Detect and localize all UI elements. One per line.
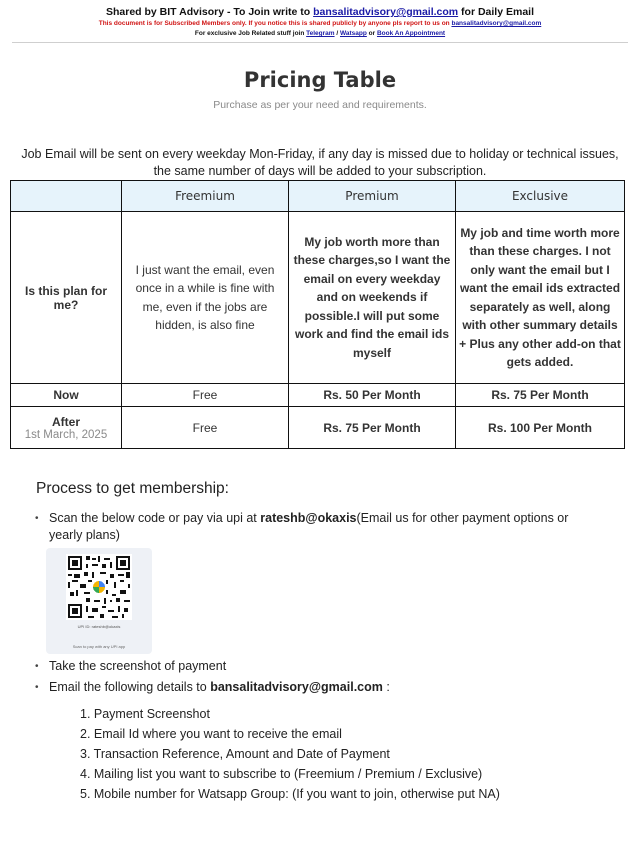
detail-transaction: 3. Transaction Reference, Amount and Date of Payment xyxy=(80,747,390,761)
qr-upi-label: UPI ID: rateshb@okaxis xyxy=(77,624,121,629)
header-join-text: Shared by BIT Advisory - To Join write to xyxy=(105,6,314,18)
link-separator: / xyxy=(334,30,340,37)
notice-email-link[interactable]: bansalitadvisory@gmail.com xyxy=(451,20,542,27)
header-daily-text: for Daily Email xyxy=(458,6,534,18)
fit-row xyxy=(11,212,625,384)
qr-scan-label: Scan to pay with any UPI app xyxy=(72,644,126,649)
page-subtitle: Purchase as per your need and requirements. xyxy=(213,99,427,111)
after-premium: Rs. 75 Per Month xyxy=(289,407,456,449)
step-email-details xyxy=(32,679,602,696)
exclusive-text: For exclusive Job Related stuff join xyxy=(194,30,307,37)
page-title: Pricing Table xyxy=(243,68,397,92)
step-email-colon: : xyxy=(382,680,390,694)
watsapp-link[interactable]: Watsapp xyxy=(339,30,367,37)
step-scan-code xyxy=(32,510,602,544)
fit-row-label: Is this plan for me? xyxy=(11,212,122,384)
detail-email-id: 2. Email Id where you want to receive the email xyxy=(80,727,342,741)
intro-paragraph: Job Email will be sent on every weekday Mon-Friday, if any day is missed due to holiday or technical issues, the same number of days will be added to your subscription. xyxy=(21,147,619,178)
header-line-2 xyxy=(0,19,640,29)
step-scan-note: (Email us for other payment options or yearly plans) xyxy=(49,511,569,542)
header-empty-cell xyxy=(11,181,122,212)
step-scan-text: Scan the below code or pay via upi at xyxy=(49,511,261,525)
plan-exclusive: Exclusive xyxy=(456,181,625,212)
upi-id: rateshb@okaxis xyxy=(260,511,357,525)
now-row-label: Now xyxy=(11,384,122,407)
now-premium: Rs. 50 Per Month xyxy=(289,384,456,407)
telegram-link[interactable]: Telegram xyxy=(306,30,335,37)
header-line-3 xyxy=(0,29,640,38)
upi-qr-card xyxy=(46,548,152,654)
after-freemium: Free xyxy=(122,407,289,449)
header-divider xyxy=(12,42,628,43)
fit-premium: My job worth more than these charges,so I want the email on every weekday and on weekends if possible.I will put some work and find the email ids myself xyxy=(289,212,456,384)
now-freemium: Free xyxy=(122,384,289,407)
pricing-table xyxy=(10,180,625,449)
link-or: or xyxy=(366,30,377,37)
after-date: 1st March, 2025 xyxy=(24,428,108,441)
share-header xyxy=(0,0,640,38)
after-label: After xyxy=(51,414,80,429)
detail-mailing-list: 4. Mailing list you want to subscribe to (Freemium / Premium / Exclusive) xyxy=(80,767,483,781)
subscriber-notice: This document is for Subscribed Members only. If you notice this is shared publicly by anyone pls report to us on xyxy=(98,20,452,27)
step-email-text: Email the following details to xyxy=(49,680,211,694)
plan-header-row xyxy=(11,181,625,212)
detail-mobile: 5. Mobile number for Watsapp Group: (If you want to join, otherwise put NA) xyxy=(80,787,500,801)
contact-email: bansalitadvisory@gmail.com xyxy=(210,680,383,694)
after-price-row xyxy=(11,407,625,449)
qr-code-icon xyxy=(66,554,132,620)
fit-exclusive: My job and time worth more than these charges. I not only want the email but I want the email ids extracted separately as well, along with other summary details + Plus any other add-on that gets added. xyxy=(456,212,625,384)
email-details-list xyxy=(80,704,580,804)
process-title: Process to get membership: xyxy=(36,480,229,497)
plan-freemium: Freemium xyxy=(122,181,289,212)
book-appointment-link[interactable]: Book An Appointment xyxy=(376,30,446,37)
plan-premium: Premium xyxy=(289,181,456,212)
fit-freemium: I just want the email, even once in a while is fine with me, even if the jobs are hidden, is also fine xyxy=(122,212,289,384)
after-row-label xyxy=(11,407,122,449)
now-price-row xyxy=(11,384,625,407)
detail-payment-screenshot: 1. Payment Screenshot xyxy=(80,707,210,721)
after-exclusive: Rs. 100 Per Month xyxy=(456,407,625,449)
step-screenshot: • Take the screenshot of payment xyxy=(32,658,602,675)
now-exclusive: Rs. 75 Per Month xyxy=(456,384,625,407)
header-line-1 xyxy=(0,6,640,19)
header-email-link[interactable]: bansalitadvisory@gmail.com xyxy=(313,6,459,18)
